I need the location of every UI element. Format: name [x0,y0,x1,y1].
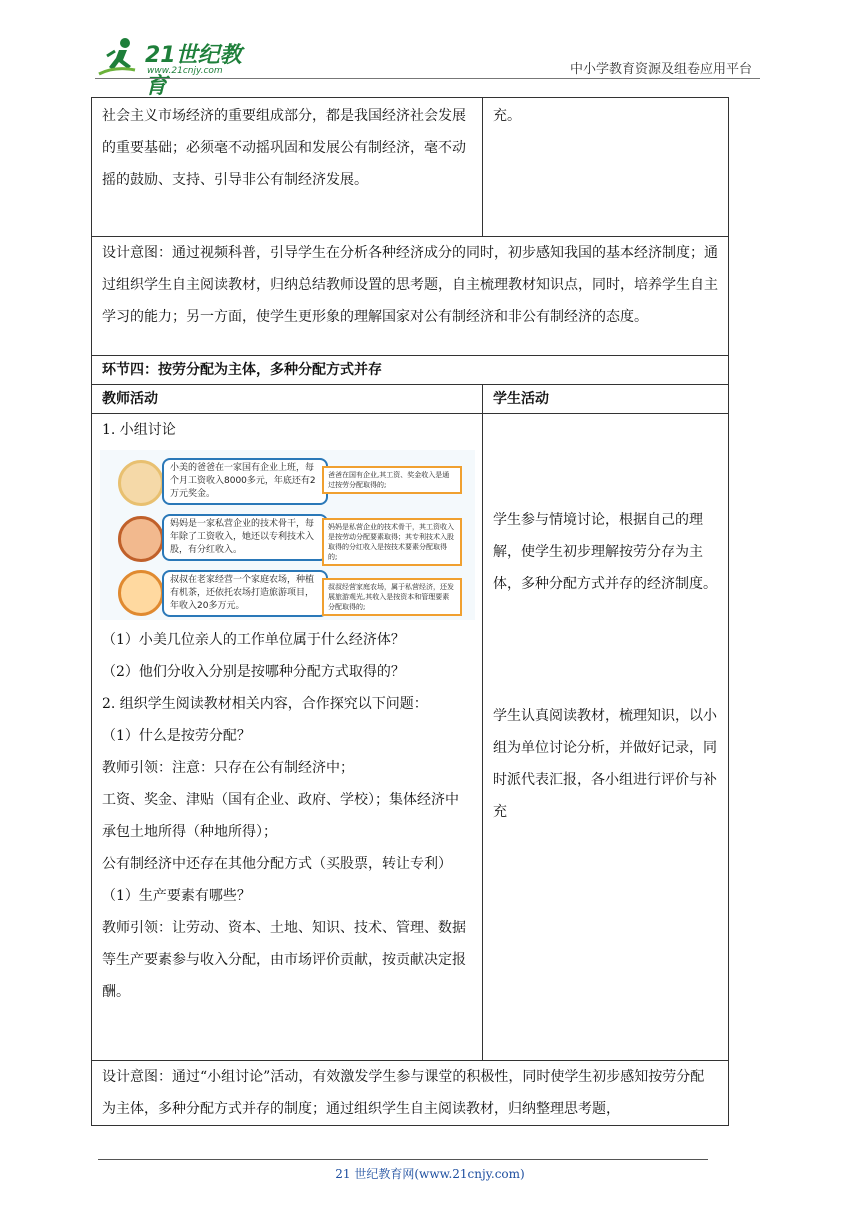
question: （1）小美几位亲人的工作单位属于什么经济体？ [102,632,405,648]
table-row [92,356,729,385]
teacher-guide: 教师引领：注意：只存在公有制经济中； [102,760,354,776]
student-cell [483,98,729,237]
lesson-table [91,97,729,1126]
question: （2）他们分收入分别是按哪种分配方式取得的？ [102,664,405,680]
header-cell-teacher [92,385,483,414]
speech-bubble: 叔叔在老家经营一个家庭农场，种植有机茶，还依托农场打造旅游项目，年收入20多万元。 [162,570,328,617]
student-activity-cell [483,414,729,1061]
explanation-note: 叔叔经营家庭农场，属于私营经济，还发展旅游观光,其收入是按资本和管理要素分配取得的; [322,578,462,616]
design-intent-cell [92,237,729,356]
question: （1）生产要素有哪些？ [102,888,251,904]
header-tagline: 中小学教育资源及组卷应用平台 [569,62,752,77]
runner-logo-icon [95,36,143,76]
cell-text: 充。 [493,108,521,124]
design-intent-cell [92,1061,729,1126]
page-header [95,30,760,99]
explanation-note: 爸爸在国有企业,其工资、奖金收入是通过按劳分配取得的; [322,466,462,494]
question: （1）什么是按劳分配？ [102,728,251,744]
header-cell-student [483,385,729,414]
section-title-cell [92,356,729,385]
footer-divider [98,1159,708,1160]
table-row [92,414,729,1061]
explanation-note: 妈妈是私营企业的技术骨干，其工资收入是按劳动分配要素取得；其专利技术入股取得的分红收入是按技术要素分配取得的; [322,518,462,566]
list-item: 1. 小组讨论 [102,422,176,438]
mother-avatar [118,516,164,562]
logo-text: 21世纪教育 [145,43,242,99]
design-intent-text: 设计意图：通过视频科普，引导学生在分析各种经济成分的同时，初步感知我国的基本经济制度；通过组织学生自主阅读教材，归纳总结教师设置的思考题，自主梳理教材知识点，同时，培养学生自主学习的能力；另一方面，使学生更形象的理解国家对公有制经济和非公有制经济的态度。 [102,245,718,325]
teacher-activity-cell [92,414,483,1061]
table-row [92,98,729,237]
site-logo[interactable] [95,36,260,99]
teacher-guide: 教师引领：让劳动、资本、土地、知识、技术、管理、数据等生产要素参与收入分配，由市场评价贡献，按贡献决定报酬。 [102,920,466,1000]
student-activity-text: 学生参与情境讨论，根据自己的理解，使学生初步理解按劳分存为主体，多种分配方式并存的经济制度。 [493,512,717,592]
logo-url: www.21cnjy.com [147,66,223,76]
column-header: 学生活动 [493,391,549,407]
discussion-illustration [100,450,475,620]
table-row [92,385,729,414]
table-row [92,1061,729,1126]
speech-bubble: 小美的爸爸在一家国有企业上班，每个月工资收入8000多元，年底还有2万元奖金。 [162,458,328,505]
footer-link[interactable]: 21 世纪教育网(www.21cnjy.com) [335,1167,525,1181]
cell-text: 社会主义市场经济的重要组成部分，都是我国经济社会发展的重要基础；必须毫不动摇巩固和发展公有制经济，毫不动摇的鼓励、支持、引导非公有制经济发展。 [102,108,466,188]
section-title: 环节四：按劳分配为主体，多种分配方式并存 [102,362,382,378]
student-activity-text: 学生认真阅读教材，梳理知识，以小组为单位讨论分析，并做好记录，同时派代表汇报，各小组进行评价与补充 [493,708,717,820]
father-avatar [118,460,164,506]
teacher-guide: 工资、奖金、津贴（国有企业、政府、学校）；集体经济中承包土地所得（种地所得）； [102,792,459,840]
teacher-cell [92,98,483,237]
header-divider [95,78,760,79]
uncle-avatar [118,570,164,616]
teacher-guide: 公有制经济中还存在其他分配方式（买股票，转让专利） [102,856,452,872]
column-header: 教师活动 [102,391,158,407]
table-row [92,237,729,356]
speech-bubble: 妈妈是一家私营企业的技术骨干，每年除了工资收入，她还以专利技术入股，有分红收入。 [162,514,328,561]
design-intent-text: 设计意图：通过“小组讨论”活动，有效激发学生参与课堂的积极性，同时使学生初步感知按劳分配为主体，多种分配方式并存的制度；通过组织学生自主阅读教材，归纳整理思考题， [102,1069,705,1117]
list-item: 2. 组织学生阅读教材相关内容，合作探究以下问题： [102,696,428,712]
